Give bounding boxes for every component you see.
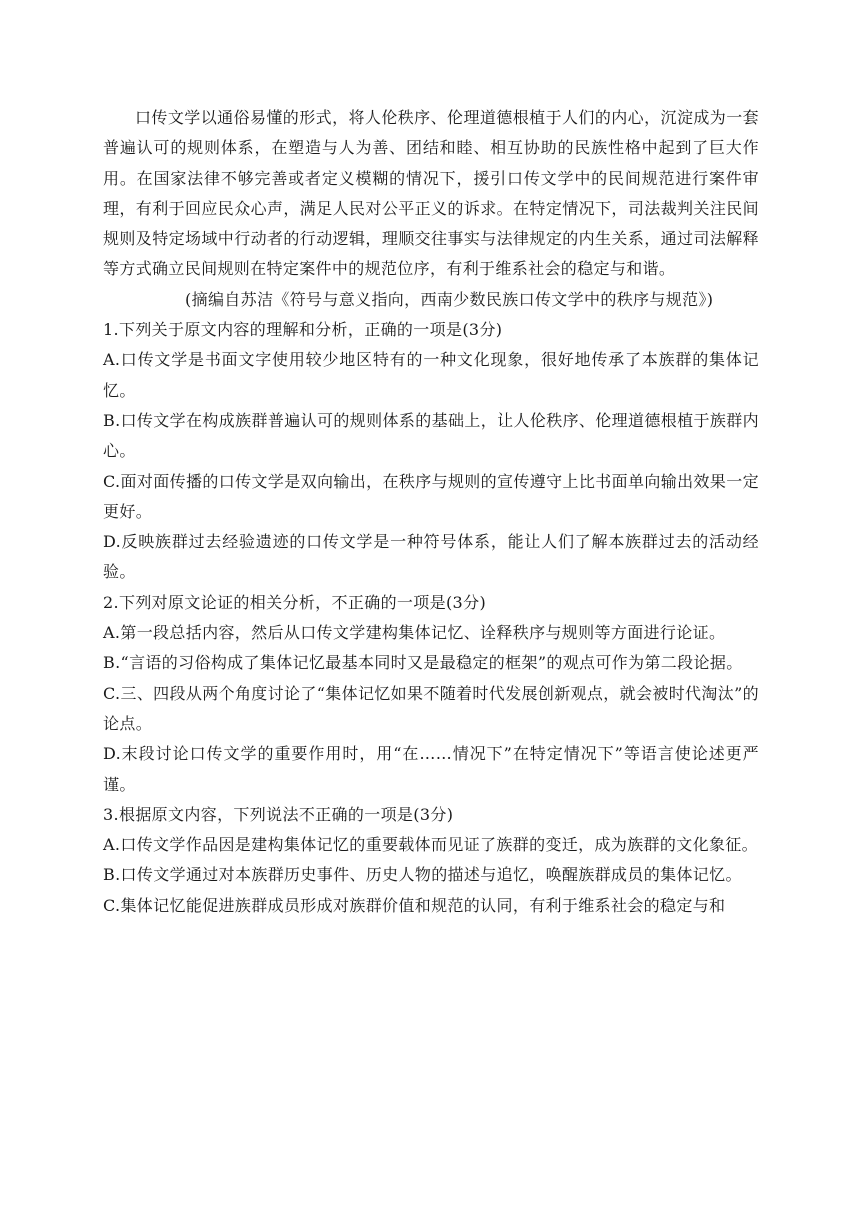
question-3 [103, 800, 759, 921]
option-a: A.第一段总括内容，然后从口传文学建构集体记忆、诠释秩序与规则等方面进行论证。 [103, 623, 726, 643]
question-stem: 3.根据原文内容，下列说法不正确的一项是(3分) [103, 804, 454, 824]
question-stem: 1.下列关于原文内容的理解和分析，正确的一项是(3分) [103, 320, 503, 340]
option-b: B.口传文学通过对本族群历史事件、历史人物的描述与追忆，唤醒族群成员的集体记忆。 [103, 865, 742, 885]
option-d: D.末段讨论口传文学的重要作用时，用“在……情况下”在特定情况下”等语言使论述更严谨。 [103, 744, 759, 794]
option-c: C.三、四段从两个角度讨论了“集体记忆如果不随着时代发展创新观点，就会被时代淘汰”的论点。 [103, 683, 759, 733]
option-c: C.面对面传播的口传文学是双向输出，在秩序与规则的宣传遵守上比书面单向输出效果一定更好。 [103, 471, 759, 521]
question-2 [103, 588, 759, 800]
option-a: A.口传文学作品因是建构集体记忆的重要载体而见证了族群的变迁，成为族群的文化象征。 [103, 835, 758, 855]
passage-paragraph: 口传文学以通俗易懂的形式，将人伦秩序、伦理道德根植于人们的内心，沉淀成为一套普遍认可的规则体系，在塑造与人为善、团结和睦、相互协助的民族性格中起到了巨大作用。在国家法律不够完善或者定义模糊的情况下，援引口传文学中的民间规范进行案件审理，有利于回应民众心声，满足人民对公平正义的诉求。在特定情况下，司法裁判关注民间规则及特定场域中行动者的行动逻辑，理顺交往事实与法律规定的内生关系，通过司法解释等方式确立民间规则在特定案件中的规范位序，有利于维系社会的稳定与和谐。 [103, 108, 759, 279]
option-d: D.反映族群过去经验遗迹的口传文学是一种符号体系，能让人们了解本族群过去的活动经验。 [103, 532, 759, 582]
question-stem: 2.下列对原文论证的相关分析，不正确的一项是(3分) [103, 592, 487, 612]
option-b: B.口传文学在构成族群普遍认可的规则体系的基础上，让人伦秩序、伦理道德根植于族群内心。 [103, 410, 759, 461]
document-content [103, 103, 759, 921]
option-a: A.口传文学是书面文字使用较少地区特有的一种文化现象，很好地传承了本族群的集体记忆。 [103, 350, 759, 400]
option-c: C.集体记忆能促进族群成员形成对族群价值和规范的认同，有利于维系社会的稳定与和 [103, 895, 726, 915]
option-b: B.“言语的习俗构成了集体记忆最基本同时又是最稳定的框架”的观点可作为第二段论据。 [103, 653, 743, 673]
question-1 [103, 315, 759, 588]
passage-source: (摘编自苏洁《符号与意义指向，西南少数民族口传文学中的秩序与规范》) [185, 289, 714, 309]
